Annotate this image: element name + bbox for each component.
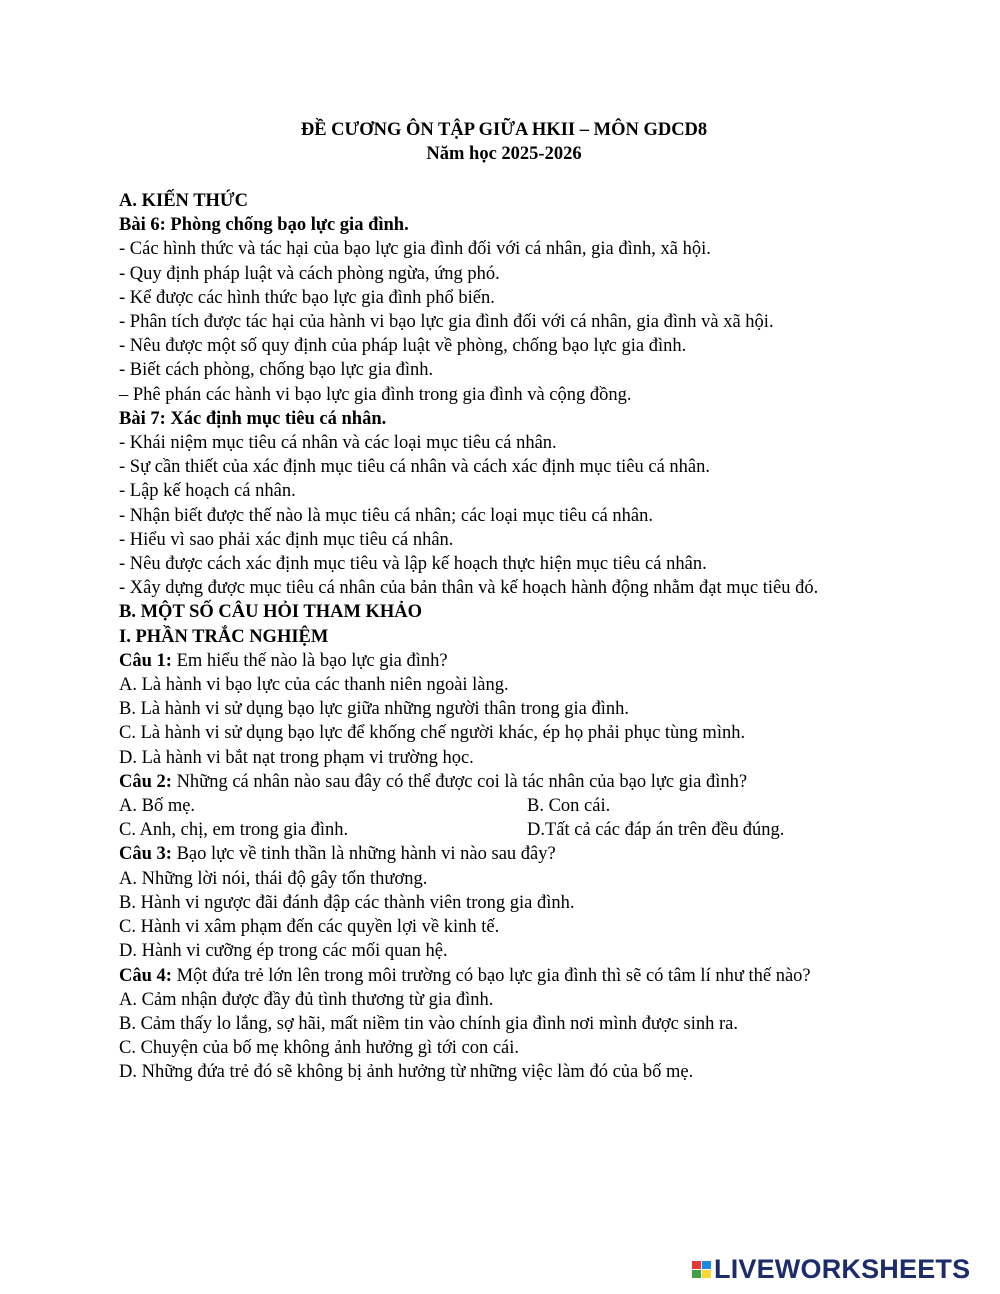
list-item: - Biết cách phòng, chống bạo lực gia đình.	[119, 360, 434, 381]
list-item: - Kể được các hình thức bạo lực gia đình phổ biến.	[119, 287, 495, 308]
answer-option: A. Cảm nhận được đầy đủ tình thương từ gia đình.	[119, 989, 494, 1010]
answer-row	[119, 794, 889, 818]
question-label: Câu 4:	[119, 965, 172, 986]
list-item: – Phê phán các hành vi bạo lực gia đình trong gia đình và cộng đồng.	[119, 384, 632, 405]
list-item: - Xây dựng được mục tiêu cá nhân của bản thân và kế hoạch hành động nhằm đạt mục tiêu đó.	[119, 578, 819, 599]
question-stem	[119, 770, 889, 794]
document-title: ĐỀ CƯƠNG ÔN TẬP GIỮA HKII – MÔN GDCD8	[300, 120, 708, 140]
lesson-7-list	[119, 431, 889, 600]
logo-square	[702, 1270, 711, 1278]
worksheet-page	[119, 118, 889, 1085]
question-stem	[119, 964, 889, 988]
list-item: - Phân tích được tác hại của hành vi bạo lực gia đình đối với cá nhân, gia đình và xã hội.	[119, 312, 774, 333]
list-item: - Nêu được một số quy định của pháp luật về phòng, chống bạo lực gia đình.	[119, 336, 687, 357]
question-text: Một đứa trẻ lớn lên trong môi trường có bạo lực gia đình thì sẽ có tâm lí như thế nào?	[171, 965, 811, 986]
question-stem	[119, 649, 889, 673]
question-text: Bạo lực về tinh thần là những hành vi nào sau đây?	[171, 844, 556, 865]
school-year: Năm học 2025-2026	[426, 144, 582, 164]
section-a-heading: A. KIẾN THỨC	[119, 191, 249, 211]
answer-option: D.Tất cả các đáp án trên đều đúng.	[527, 820, 785, 841]
question-label: Câu 2:	[119, 771, 172, 792]
question-3	[119, 842, 889, 963]
answer-option: C. Anh, chị, em trong gia đình.	[119, 820, 349, 841]
list-item: - Quy định pháp luật và cách phòng ngừa, ứng phó.	[119, 263, 500, 284]
question-2	[119, 770, 889, 843]
answer-option: A. Là hành vi bạo lực của các thanh niên ngoài làng.	[119, 675, 509, 696]
list-item: - Các hình thức và tác hại của bạo lực gia đình đối với cá nhân, gia đình, xã hội.	[119, 239, 711, 260]
answer-option: B. Cảm thấy lo lắng, sợ hãi, mất niềm tin vào chính gia đình nơi mình được sinh ra.	[119, 1013, 738, 1034]
answer-option: B. Là hành vi sử dụng bạo lực giữa những người thân trong gia đình.	[119, 699, 630, 720]
list-item: - Khái niệm mục tiêu cá nhân và các loại mục tiêu cá nhân.	[119, 433, 557, 454]
answer-option: C. Chuyện của bố mẹ không ảnh hưởng gì tới con cái.	[119, 1038, 520, 1059]
question-label: Câu 3:	[119, 844, 172, 865]
liveworksheets-logo-icon	[692, 1261, 711, 1278]
logo-square	[702, 1261, 711, 1269]
part-1-heading: I. PHẦN TRẮC NGHIỆM	[119, 626, 329, 647]
question-text: Em hiểu thế nào là bạo lực gia đình?	[171, 650, 448, 671]
liveworksheets-logo	[692, 1254, 970, 1284]
list-item: - Nhận biết được thế nào là mục tiêu cá nhân; các loại mục tiêu cá nhân.	[119, 505, 653, 526]
lesson-6-list	[119, 237, 889, 406]
logo-square	[692, 1261, 701, 1269]
list-item: - Sự cần thiết của xác định mục tiêu cá nhân và cách xác định mục tiêu cá nhân.	[119, 457, 710, 478]
question-stem	[119, 842, 889, 866]
answer-option: A. Những lời nói, thái độ gây tổn thương.	[119, 868, 428, 889]
list-item: - Nêu được cách xác định mục tiêu và lập kế hoạch thực hiện mục tiêu cá nhân.	[119, 554, 707, 575]
answer-option: D. Hành vi cưỡng ép trong các mối quan hệ.	[119, 941, 448, 962]
question-text: Những cá nhân nào sau đây có thể được coi là tác nhân của bạo lực gia đình?	[171, 771, 748, 792]
answer-option: B. Con cái.	[527, 796, 611, 817]
question-4	[119, 964, 889, 1085]
answer-option: D. Những đứa trẻ đó sẽ không bị ảnh hưởng từ những việc làm đó của bố mẹ.	[119, 1062, 694, 1083]
question-1	[119, 649, 889, 770]
logo-text: LIVEWORKSHEETS	[714, 1253, 971, 1284]
lesson-6-heading: Bài 6: Phòng chống bạo lực gia đình.	[119, 215, 409, 236]
answer-option: D. Là hành vi bắt nạt trong phạm vi trường học.	[119, 747, 474, 768]
question-label: Câu 1:	[119, 650, 172, 671]
answer-option: C. Hành vi xâm phạm đến các quyền lợi về kinh tế.	[119, 917, 500, 938]
lesson-7-heading: Bài 7: Xác định mục tiêu cá nhân.	[119, 408, 387, 429]
section-b-heading: B. MỘT SỐ CÂU HỎI THAM KHẢO	[119, 602, 423, 623]
answer-option: A. Bố mẹ.	[119, 796, 196, 817]
logo-square	[692, 1270, 701, 1278]
list-item: - Lập kế hoạch cá nhân.	[119, 481, 296, 502]
answer-option: C. Là hành vi sử dụng bạo lực để khống chế người khác, ép họ phải phục tùng mình.	[119, 723, 746, 744]
list-item: - Hiểu vì sao phải xác định mục tiêu cá nhân.	[119, 529, 454, 550]
answer-option: B. Hành vi ngược đãi đánh đập các thành viên trong gia đình.	[119, 892, 575, 913]
answer-row	[119, 818, 889, 842]
